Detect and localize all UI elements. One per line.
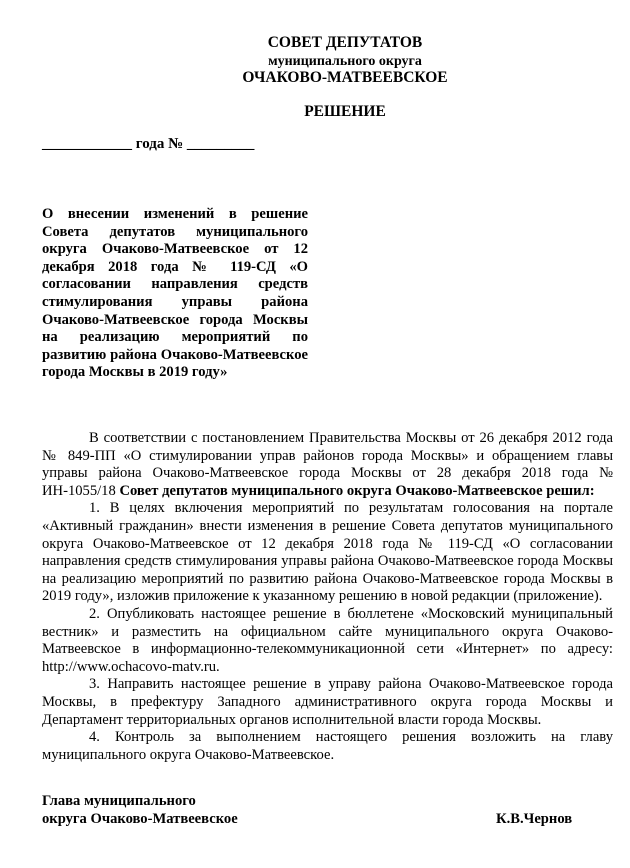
- item-paragraph: 1. В целях включения мероприятий по результатам голосования на портале «Активный гражданин» внести изменения в решение Совета депутатов муниципального округа Очаково-Матвеевское от 12 декабря 2018 года № 119-СД «О согласовании направления средств стимулирования управы района Очаково-Матвеевское города Москвы на реализацию мероприятий по развитию района Очаково-Матвеевское города Москвы в 2019 году», изложив приложение к указанному решению в новой редакции (приложение).: [42, 500, 613, 605]
- doc-type-title: РЕШЕНИЕ: [304, 103, 386, 120]
- date-number-line: ____________ года № _________: [42, 136, 255, 152]
- council-title: СОВЕТ ДЕПУТАТОВ: [267, 34, 423, 51]
- signatory-title: [42, 793, 238, 828]
- item-paragraph: 3. Направить настоящее решение в управу района Очаково-Матвеевское города Москвы, в префектуру Западного административного округа города Москвы и Департамент территориальных органов исполнительной власти города Москвы.: [42, 676, 613, 728]
- district-line: муниципального округа: [268, 54, 422, 69]
- signatory-title-line1: Глава муниципального: [42, 793, 196, 809]
- decided-text: Совет депутатов муниципального округа Очаково-Матвеевское решил:: [119, 482, 595, 499]
- decision-subject: О внесении изменений в решение Совета депутатов муниципального округа Очаково-Матвеевское от 12 декабря 2018 года № 119-СД «О согласовании направления средств стимулирования управы района Очаково-Матвеевское города Москвы на реализацию мероприятий по развитию района Очаково-Матвеевское города Москвы в 2019 году»: [42, 206, 308, 381]
- item-paragraph: 4. Контроль за выполнением настоящего решения возложить на главу муниципального округа Очаково-Матвеевское.: [42, 729, 613, 763]
- district-name: ОЧАКОВО-МАТВЕЕВСКОЕ: [242, 69, 448, 86]
- item-paragraph: 2. Опубликовать настоящее решение в бюллетене «Московский муниципальный вестник» и разместить на официальном сайте муниципального округа Очаково-Матвеевское в информационно-телекоммуникационной сети «Интернет» по адресу: http://www.ochacovo-matv.ru.: [42, 605, 613, 675]
- signatory-title-line2: округа Очаково-Матвеевское: [42, 810, 238, 827]
- preamble-paragraph: [42, 430, 613, 500]
- decision-body: [42, 430, 613, 764]
- preamble-text: В соответствии с постановлением Правительства Москвы от 26 декабря 2012 года № 849-ПП «О стимулировании управ районов города Москвы» и обращением главы управы района Очаково-Матвеевское города Москвы от 28 декабря 2018 года № ИН-1055/18: [42, 430, 613, 499]
- signatory-name: К.В.Чернов: [496, 811, 573, 827]
